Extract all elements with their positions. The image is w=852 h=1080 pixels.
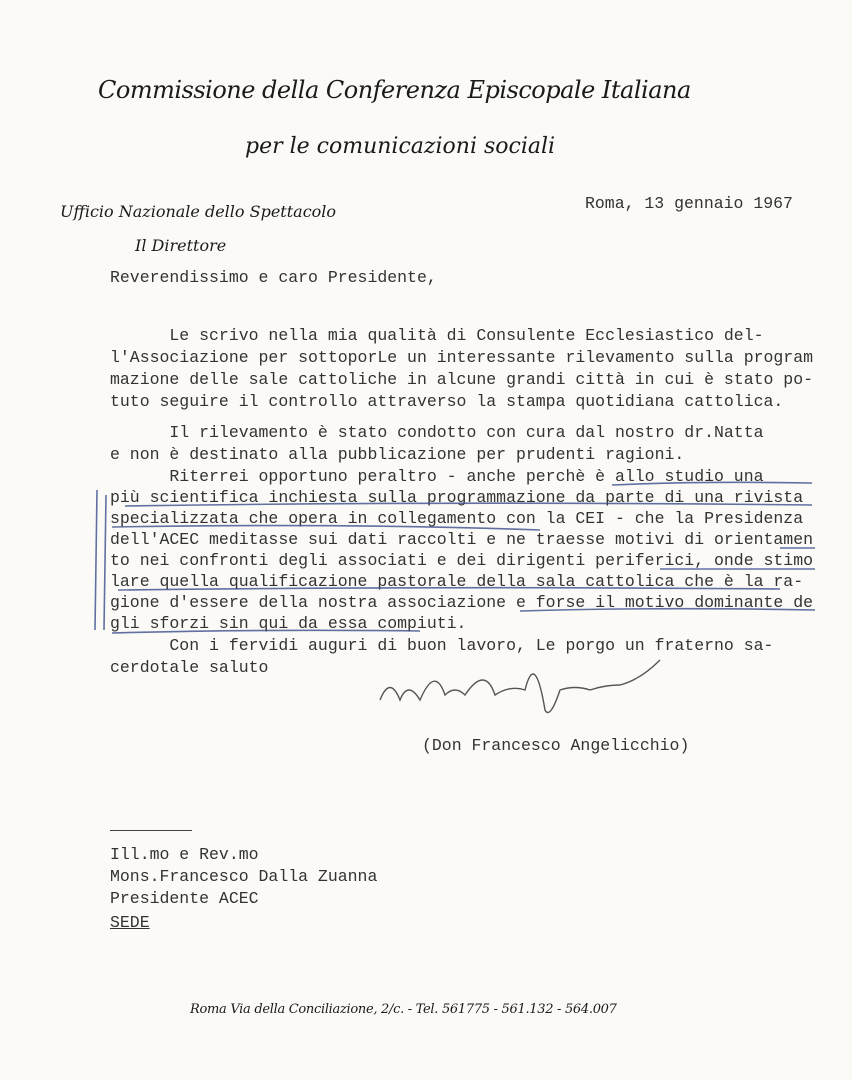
letterhead-subtitle: per le comunicazioni sociali <box>245 134 556 159</box>
body-line: più scientifica inchiesta sulla programmazione da parte di una rivista <box>110 488 804 507</box>
recipient-line: Mons.Francesco Dalla Zuanna <box>110 867 378 886</box>
body-line: to nei confronti degli associati e dei dirigenti periferici, onde stimo <box>110 551 814 570</box>
body-line: dell'ACEC meditasse sui dati raccolti e ne traesse motivi di orientamen <box>110 530 814 549</box>
body-line: tuto seguire il controllo attraverso la stampa quotidiana cattolica. <box>110 392 784 411</box>
letterhead-title: Commissione della Conferenza Episcopale Italiana <box>98 76 691 104</box>
body-line: specializzata che opera in collegamento con la CEI - che la Presidenza <box>110 509 804 528</box>
closing-line: Con i fervidi auguri di buon lavoro, Le porgo un fraterno sa- <box>110 636 774 655</box>
body-line: Riterrei opportuno peraltro - anche perchè è allo studio una <box>110 467 764 486</box>
body-line: l'Associazione per sottoporLe un interessante rilevamento sulla program <box>110 348 814 367</box>
letter-date: Roma, 13 gennaio 1967 <box>585 194 793 213</box>
body-line: Il rilevamento è stato condotto con cura dal nostro dr.Natta <box>110 423 764 442</box>
body-line: mazione delle sale cattoliche in alcune grandi città in cui è stato po- <box>110 370 814 389</box>
closing-line: cerdotale saluto <box>110 658 269 677</box>
recipient-line: Ill.mo e Rev.mo <box>110 845 259 864</box>
divider <box>110 830 192 831</box>
office-name: Ufficio Nazionale dello Spettacolo <box>60 202 337 221</box>
body-line: e non è destinato alla pubblicazione per prudenti ragioni. <box>110 445 685 464</box>
footer-address: Roma Via della Conciliazione, 2/c. - Tel. 561775 - 561.132 - 564.007 <box>190 1002 617 1017</box>
body-line: gione d'essere della nostra associazione e forse il motivo dominante de <box>110 593 814 612</box>
recipient-sede: SEDE <box>110 913 150 932</box>
signer-name: (Don Francesco Angelicchio) <box>422 736 690 755</box>
signature <box>380 660 660 713</box>
body-line: lare quella qualificazione pastorale della sala cattolica che è la ra- <box>110 572 804 591</box>
office-role: Il Direttore <box>135 236 227 255</box>
salutation: Reverendissimo e caro Presidente, <box>110 268 437 287</box>
recipient-line: Presidente ACEC <box>110 889 259 908</box>
body-line: gli sforzi sin qui da essa compiuti. <box>110 614 467 633</box>
body-line: Le scrivo nella mia qualità di Consulente Ecclesiastico del- <box>110 326 764 345</box>
